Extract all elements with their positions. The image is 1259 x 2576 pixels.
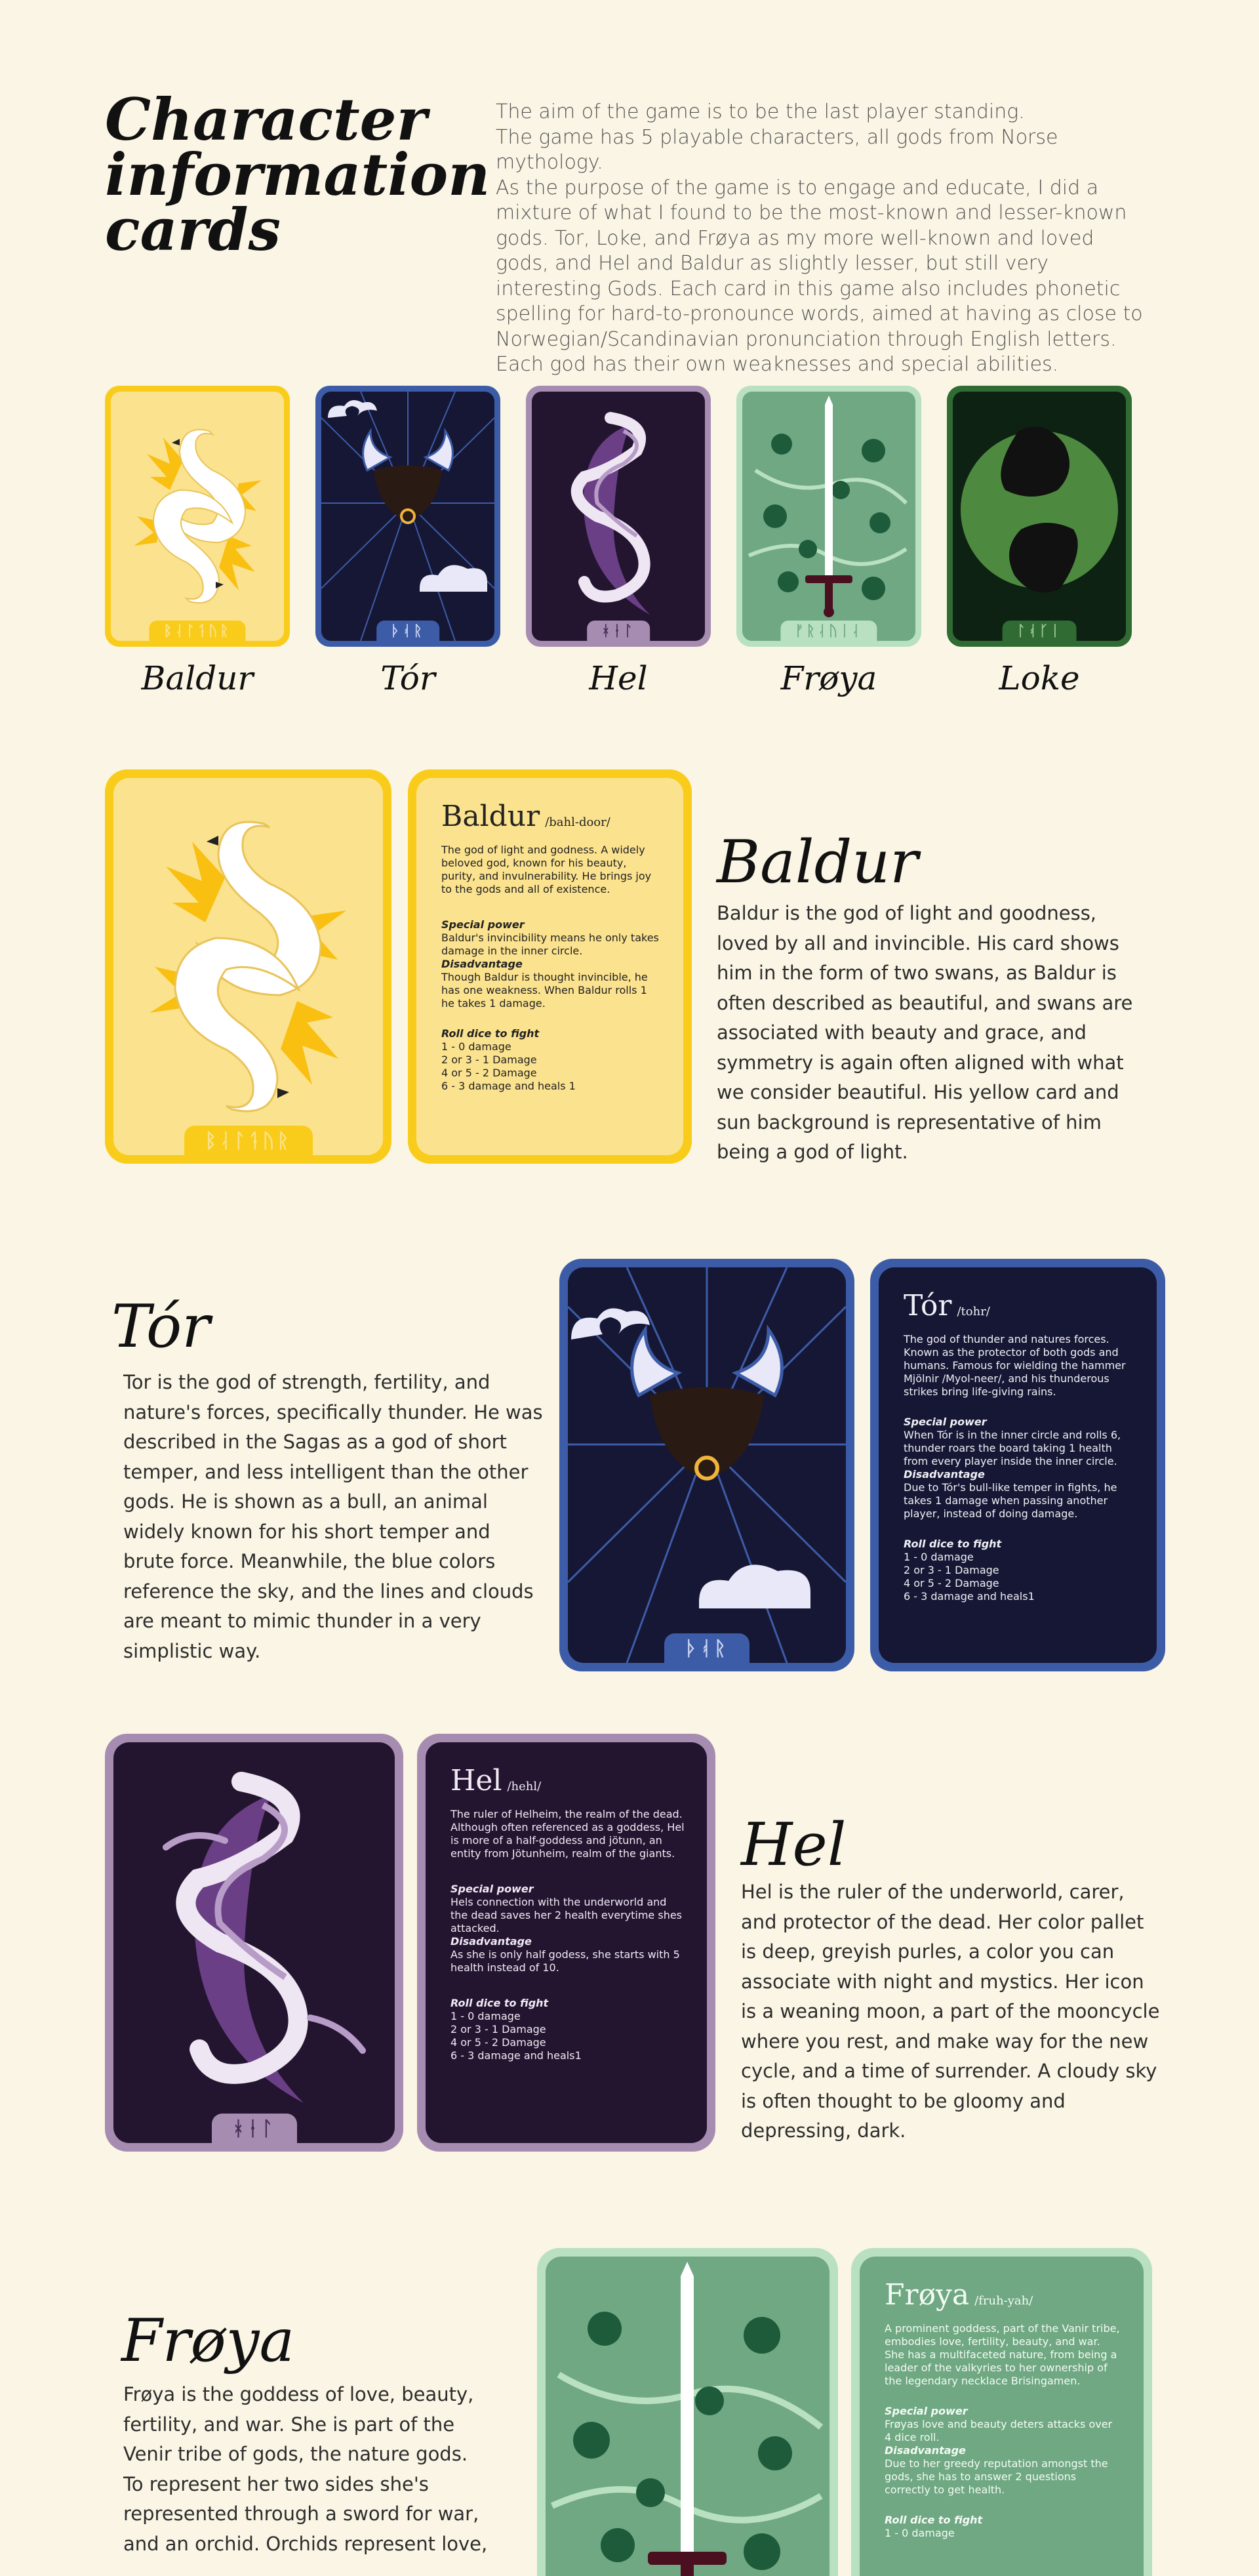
thumbnail-name-loke: Loke — [999, 659, 1080, 697]
ravens-icon — [953, 392, 1126, 641]
intro-line: Each god has their own weaknesses and special abilities. — [496, 353, 1059, 376]
sword-orchid-icon — [742, 392, 915, 641]
roll-row: 1 - 0 damage — [450, 2010, 521, 2022]
intro-line: The aim of the game is to be the last player standing. — [496, 100, 1025, 123]
roll-row: 6 - 3 damage and heals1 — [450, 2049, 582, 2062]
roll-row: 6 - 3 damage and heals1 — [904, 1590, 1035, 1603]
thumbnail-name-hel: Hel — [589, 659, 648, 697]
bull-icon — [321, 392, 494, 641]
roll-row: 1 - 0 damage — [441, 1040, 511, 1053]
special-power-text: Baldur's invincibility means he only takes damage in the inner circle. — [441, 931, 659, 957]
card-description: The ruler of Helheim, the realm of the dead. Although often referenced as a goddess, Hel is more of a half-goddess and jötunn, an entity from Jötunheim, realm of the giants. — [450, 1808, 685, 1860]
section-body-baldur: Baldur is the god of light and goodness, loved by all and invincible. His card shows him in the form of two swans, as Baldur is often described as beautiful, and swans are associated with beauty and grace, and symmetry is again often aligned with what we consider beautiful. His yellow card and sun background is representative of him being a god of light. — [717, 902, 1133, 1163]
swan-icon — [113, 778, 383, 1155]
roll-row: 6 - 3 damage and heals 1 — [441, 1080, 576, 1092]
roll-row: 1 - 0 damage — [904, 1551, 974, 1563]
rune-label: ᛒᛆᛚᛑᚢᚱ — [184, 1126, 313, 1155]
special-power-label: Special power — [885, 2405, 968, 2417]
disadvantage-label: Disadvantage — [441, 958, 523, 970]
section-title-hel: Hel — [741, 1810, 847, 1879]
disadvantage-text: Though Baldur is thought invincible, he has one weakness. When Baldur rolls 1 he takes 1 damage. — [441, 971, 648, 1010]
swan-icon — [111, 392, 284, 641]
moon-icon — [113, 1742, 395, 2143]
thumbnail-name-tor: Tór — [380, 659, 435, 697]
roll-dice-label: Roll dice to fight — [904, 1538, 1002, 1550]
pronunciation: /hehl/ — [507, 1780, 542, 1793]
rune-label: ᚠᚱᛆᚢᛁᛆ — [780, 621, 877, 641]
rune-label: ᛚᚮᚴᛁ — [1003, 621, 1077, 641]
rune-label: ᚼᛂᛚ — [212, 2114, 297, 2143]
special-power-label: Special power — [450, 1883, 534, 1895]
tor-art-card — [559, 1259, 854, 1671]
card-name: Frøya — [885, 2278, 970, 2312]
disadvantage-text: Due to Tór's bull-like temper in fights, he takes 1 damage when passing another player, instead of doing damage. — [904, 1481, 1117, 1520]
disadvantage-label: Disadvantage — [904, 1468, 985, 1481]
card-description: The god of light and godness. A widely beloved god, known for his beauty, purity, and invulnerability. He brings joy to the gods and all of existence. — [441, 844, 652, 895]
roll-row: 1 - 0 damage — [885, 2527, 955, 2539]
thumbnail-card-baldur[interactable] — [105, 386, 290, 647]
section-title-baldur: Baldur — [717, 828, 919, 897]
thumbnail-card-hel[interactable] — [526, 386, 711, 647]
disadvantage-text: Due to her greedy reputation amongst the gods, she has to answer 2 questions correctly to get health. — [885, 2457, 1108, 2496]
bull-icon — [568, 1267, 846, 1663]
special-power-text: When Tór is in the inner circle and rolls 6, thunder roars the board taking 1 health from every player inside the inner circle. — [904, 1429, 1121, 1467]
tor-info-card — [870, 1259, 1165, 1671]
thumbnail-card-froya[interactable] — [736, 386, 921, 647]
pronunciation: /tohr/ — [957, 1305, 990, 1319]
rune-label: ᚦᚮᚱ — [376, 621, 439, 641]
special-power-label: Special power — [904, 1416, 987, 1428]
page-title: Character information cards — [105, 85, 490, 264]
disadvantage-label: Disadvantage — [885, 2444, 966, 2457]
pronunciation: /bahl-door/ — [545, 815, 610, 829]
hel-info-card — [417, 1734, 715, 2152]
intro-line: The game has 5 playable characters, all gods from Norse mythology. — [496, 125, 1058, 174]
roll-row: 4 or 5 - 2 Damage — [904, 1577, 999, 1589]
special-power-label: Special power — [441, 918, 525, 931]
moon-icon — [532, 392, 705, 641]
intro-line: As the purpose of the game is to engage and educate, I did a mixture of what I found to be the most-known and lesser-known gods. Tor, Loke, and Frøya as my more well-known and loved gods, and Hel and Baldur as slightly lesser, but still very interesting Gods. Each card in this game also includes phonetic spelling for hard-to-pronounce words, aimed at having as close to Norwegian/Scandinavian pronunciation through English letters. — [496, 176, 1143, 351]
section-body-tor: Tor is the god of strength, fertility, and nature's forces, specifically thunder. He was described in the Sagas as a god of short temper, and less intelligent than the other gods. He is shown as a bull, an animal widely known for his short temper and brute force. Meanwhile, the blue colors reference the sky, and the lines and clouds are meant to mimic thunder in a very simplistic way. — [123, 1371, 543, 1662]
rune-label: ᚦᚮᚱ — [664, 1633, 749, 1663]
hel-art-card — [105, 1734, 403, 2152]
section-body-froya: Frøya is the goddess of love, beauty, fertility, and war. She is part of the Venir tribe of gods, the nature gods. To represent her two sides she's represented through a sword for war, and an orchid. Orchids represent love, — [123, 2383, 488, 2555]
roll-row: 4 or 5 - 2 Damage — [441, 1067, 537, 1079]
thumbnail-card-loke[interactable] — [947, 386, 1132, 647]
roll-row: 2 or 3 - 1 Damage — [450, 2023, 546, 2035]
section-body-hel: Hel is the ruler of the underworld, carer, and protector of the dead. Her color pallet is deep, greyish purles, a color you can associate with night and mystics. Her icon is a weaning moon, a part of the mooncycle where you rest, and make way for the new cycle, and a time of surrender. A cloudy sky is often thought to be gloomy and depressing, dark. — [741, 1881, 1160, 2142]
roll-dice-label: Roll dice to fight — [450, 1997, 549, 2009]
roll-dice-label: Roll dice to fight — [441, 1027, 540, 1040]
froya-art-card — [537, 2248, 838, 2576]
card-name: Baldur — [441, 800, 540, 833]
roll-row: 2 or 3 - 1 Damage — [904, 1564, 999, 1576]
disadvantage-label: Disadvantage — [450, 1935, 532, 1948]
roll-row: 2 or 3 - 1 Damage — [441, 1053, 537, 1066]
rune-label: ᚼᛂᛚ — [587, 621, 650, 641]
thumbnail-card-tor[interactable] — [315, 386, 500, 647]
disadvantage-text: As she is only half godess, she starts with 5 health instead of 10. — [450, 1948, 680, 1974]
rune-label: ᛒᛆᛚᛑᚢᚱ — [149, 621, 245, 641]
card-description: A prominent goddess, part of the Vanir tribe, embodies love, fertility, beauty, and war. She has a multifaceted nature, from being a leader of the valkyries to her ownership of the legendary necklace Brisingamen. — [885, 2322, 1120, 2387]
baldur-info-card — [408, 769, 692, 1164]
baldur-art-card — [105, 769, 391, 1164]
card-description: The god of thunder and natures forces. Known as the protector of both gods and humans. Famous for wielding the hammer Mjölnir /Myol-neer/, and his thunderous strikes bring life-giving rains. — [904, 1333, 1126, 1398]
thumbnail-name-baldur: Baldur — [141, 659, 254, 697]
froya-info-card — [851, 2248, 1152, 2576]
special-power-text: Frøyas love and beauty deters attacks over 4 dice roll. — [885, 2418, 1113, 2443]
card-name: Tór — [904, 1289, 952, 1322]
roll-dice-label: Roll dice to fight — [885, 2514, 983, 2526]
special-power-text: Hels connection with the underworld and the dead saves her 2 health everytime shes attacked. — [450, 1896, 683, 1934]
intro-text — [496, 100, 1151, 378]
section-title-tor: Tór — [111, 1292, 210, 1361]
sword-orchid-icon — [546, 2257, 829, 2576]
thumbnail-name-froya: Frøya — [780, 659, 877, 697]
roll-row: 4 or 5 - 2 Damage — [450, 2036, 546, 2049]
pronunciation: /fruh-yah/ — [974, 2294, 1033, 2308]
card-name: Hel — [450, 1764, 502, 1797]
section-title-froya: Frøya — [121, 2306, 295, 2375]
